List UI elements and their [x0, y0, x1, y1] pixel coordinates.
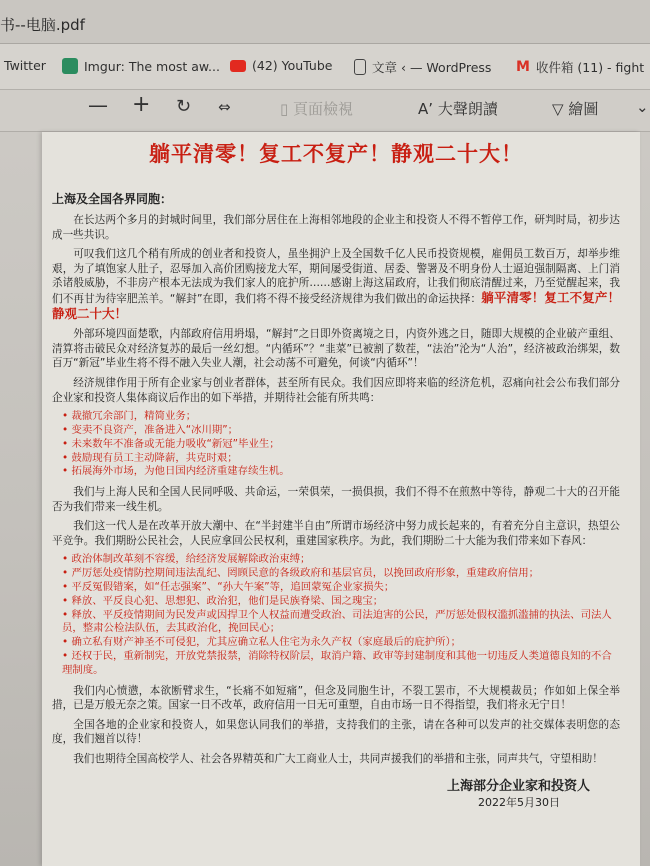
list-item: • 释放、平反良心犯、思想犯、政治犯，他们是民族脊梁、国之瑰宝； — [62, 595, 620, 609]
paragraph-2-slogan: 躺平清零！复工不复产！静观二十大！ — [52, 289, 620, 321]
paragraph-2-text: 可叹我们这几个稍有所成的创业者和投资人，虽坐拥沪上及全国数千亿人民币投资规模，雇佣员工数百万，却举步维艰，为了填饱家人肚子，忍辱加入高价团购接龙大军，期间屡受街道、居委、警署及不明身份人士逼迫强制隔离、上门消杀诸般威胁，不非房产根本无法成为我们家人的庇护所……感谢上海这届政府，让我们彻底清醒过来，乃至觉醒起来，我们不再甘为待宰肥羔羊。“解封”在即，我们将不得不接受经济规律为我们做出的命运抉择： — [52, 248, 620, 305]
doc-title: 躺平清零！复工不复产！静观二十大！ — [149, 142, 523, 166]
bookmark-wordpress[interactable] — [354, 58, 491, 76]
document-icon — [354, 59, 366, 75]
more-chevron-icon[interactable]: ⌄ — [636, 98, 649, 116]
paragraph-5: 我们与上海人民和全国人民同呼吸、共命运，一荣俱荣，一损俱损，我们不得不在煎熬中等待，静观二十大的召开能否为我们带来一线生机。 — [52, 486, 620, 513]
bookmark-twitter[interactable] — [4, 58, 46, 73]
list-item: • 平反冤假错案，如“任志强案”、“孙大午案”等，追回蒙冤企业家损失； — [62, 581, 620, 595]
list-item: • 释放、平反疫情期间为民发声或因捍卫个人权益而遭受政治、司法迫害的公民，严厉惩处假权滥抓滥捕的执法、司法人员，整肃公检法队伍，去其政治化，挽回民心； — [62, 609, 620, 637]
paragraph-4: 经济规律作用于所有企业家与创业者群体，甚至所有民众。我们因应即将来临的经济危机，忍痛向社会公布我们部分企业家和投资人集体商议后作出的如下举措，并期待社会能有所共鸣： — [52, 376, 620, 404]
gmail-icon: M — [516, 59, 530, 75]
zoom-in-button[interactable]: + — [132, 92, 151, 117]
tab-pdf[interactable]: 书--电脑.pdf — [0, 16, 85, 34]
paragraph-2 — [52, 247, 620, 322]
paragraph-1: 在长达两个多月的封城时间里，我们部分居住在上海相邻地段的企业主和投资人不得不暂停工作，研判时局，初步达成一些共识。 — [52, 214, 620, 241]
list-item: • 严厉惩处疫情防控期间违法乱纪、罔顾民意的各级政府和基层官员，以挽回政府形象，重建政府信用； — [62, 567, 620, 581]
bookmarks-bar — [0, 44, 650, 90]
paragraph-8: 全国各地的企业家和投资人，如果您认同我们的举措，支持我们的主张，请在各种可以发声的社交媒体表明您的态度，我们翘首以待！ — [52, 718, 620, 746]
bookmark-gmail[interactable] — [516, 58, 644, 76]
list-item: • 裁撤冗余部门，精简业务； — [62, 410, 620, 424]
document-content — [52, 138, 620, 810]
list-item: • 政治体制改革刻不容缓，给经济发展解除政治束缚； — [62, 553, 620, 567]
list-item: • 未来数年不准备或无能力吸收“新冠”毕业生； — [62, 438, 620, 452]
signature: 上海部分企业家和投资人 — [446, 778, 590, 794]
pdf-toolbar — [0, 90, 650, 132]
list-item: • 拓展海外市场，为他日国内经济重建存续生机。 — [62, 465, 620, 479]
paragraph-3: 外部环境四面楚歌，内部政府信用坍塌，“解封”之日即外资离境之日，内资外逃之日，随即大规模的企业破产重组、清算将击破民众对经济复苏的最后一丝幻想。“内循环”？“韭菜”已被割了数茬，“法治”沦为“人治”，经济被政治绑架，数百万“新冠”毕业生将不得不融入失业人潮，社会动荡不可避免，何谈“内循环”！ — [52, 328, 620, 370]
list-item: • 鼓励现有员工主动降薪，共克时艰； — [62, 452, 620, 466]
zoom-out-button[interactable]: — — [88, 93, 108, 117]
draw-button[interactable] — [552, 98, 598, 119]
list-item: • 变卖不良资产，准备进入“冰川期”； — [62, 424, 620, 438]
rotate-icon[interactable]: ↻ — [176, 96, 192, 117]
draw-icon: ▽ — [552, 100, 564, 118]
draw-label: 繪圖 — [568, 100, 599, 118]
read-aloud-label: 大聲朗讀 — [437, 100, 498, 118]
bookmark-label: 文章 ‹ — WordPress — [372, 60, 492, 75]
browser-tab-strip — [0, 0, 650, 44]
measures-list — [62, 410, 620, 479]
bookmark-label: (42) YouTube — [252, 58, 333, 73]
list-item: • 确立私有财产神圣不可侵犯，尤其应确立私人住宅为永久产权（家庭最后的庇护所）； — [62, 636, 620, 650]
fit-page-icon[interactable]: ⇔ — [218, 98, 231, 116]
bookmark-youtube[interactable] — [230, 58, 332, 73]
bookmark-label: Twitter — [4, 58, 46, 73]
demands-list — [62, 553, 620, 677]
signature-date: 2022年5月30日 — [478, 795, 560, 809]
youtube-icon — [230, 60, 246, 72]
doc-greeting: 上海及全国各界同胞： — [52, 192, 173, 206]
list-item: • 还权于民，重新制宪，开放党禁报禁，消除特权阶层，取消户籍、政审等封建制度和其他一切违反人类道德良知的不合理制度。 — [62, 650, 620, 678]
read-aloud-icon: Aʼ — [418, 100, 434, 118]
page-view-label: 頁面檢視 — [293, 100, 354, 118]
bookmark-label: Imgur: The most aw... — [84, 58, 220, 74]
read-aloud-button[interactable] — [418, 98, 498, 119]
paragraph-9: 我们也期待全国高校学人、社会各界精英和广大工商业人士，共同声援我们的举措和主张，同声共气，守望相助！ — [73, 753, 603, 766]
paragraph-6: 我们这一代人是在改革开放大潮中、在“半封建半自由”所谓市场经济中努力成长起来的，有着充分自主意识，热望公平竞争。我们期盼公民社会，人民应拿回公民权利，重建国家秩序。为此，我们期盼二十大能为我们带来如下春风： — [52, 520, 620, 547]
paragraph-7: 我们内心愤懑，本欲断臂求生，“长痛不如短痛”，但念及同胞生计，不裂工罢市，不大规模裁员；作如如上保全举措，已是万般无奈之策。国家一日不改革，政府信用一日无可重塑，自由市场一日不得指望，我们将永无宁日！ — [52, 684, 620, 712]
imgur-icon — [62, 58, 78, 74]
bookmark-imgur[interactable] — [62, 58, 220, 74]
bookmark-label: 收件箱 (11) - fight — [535, 60, 645, 75]
page-view-button[interactable]: ▯ 頁面檢視 — [280, 100, 354, 118]
